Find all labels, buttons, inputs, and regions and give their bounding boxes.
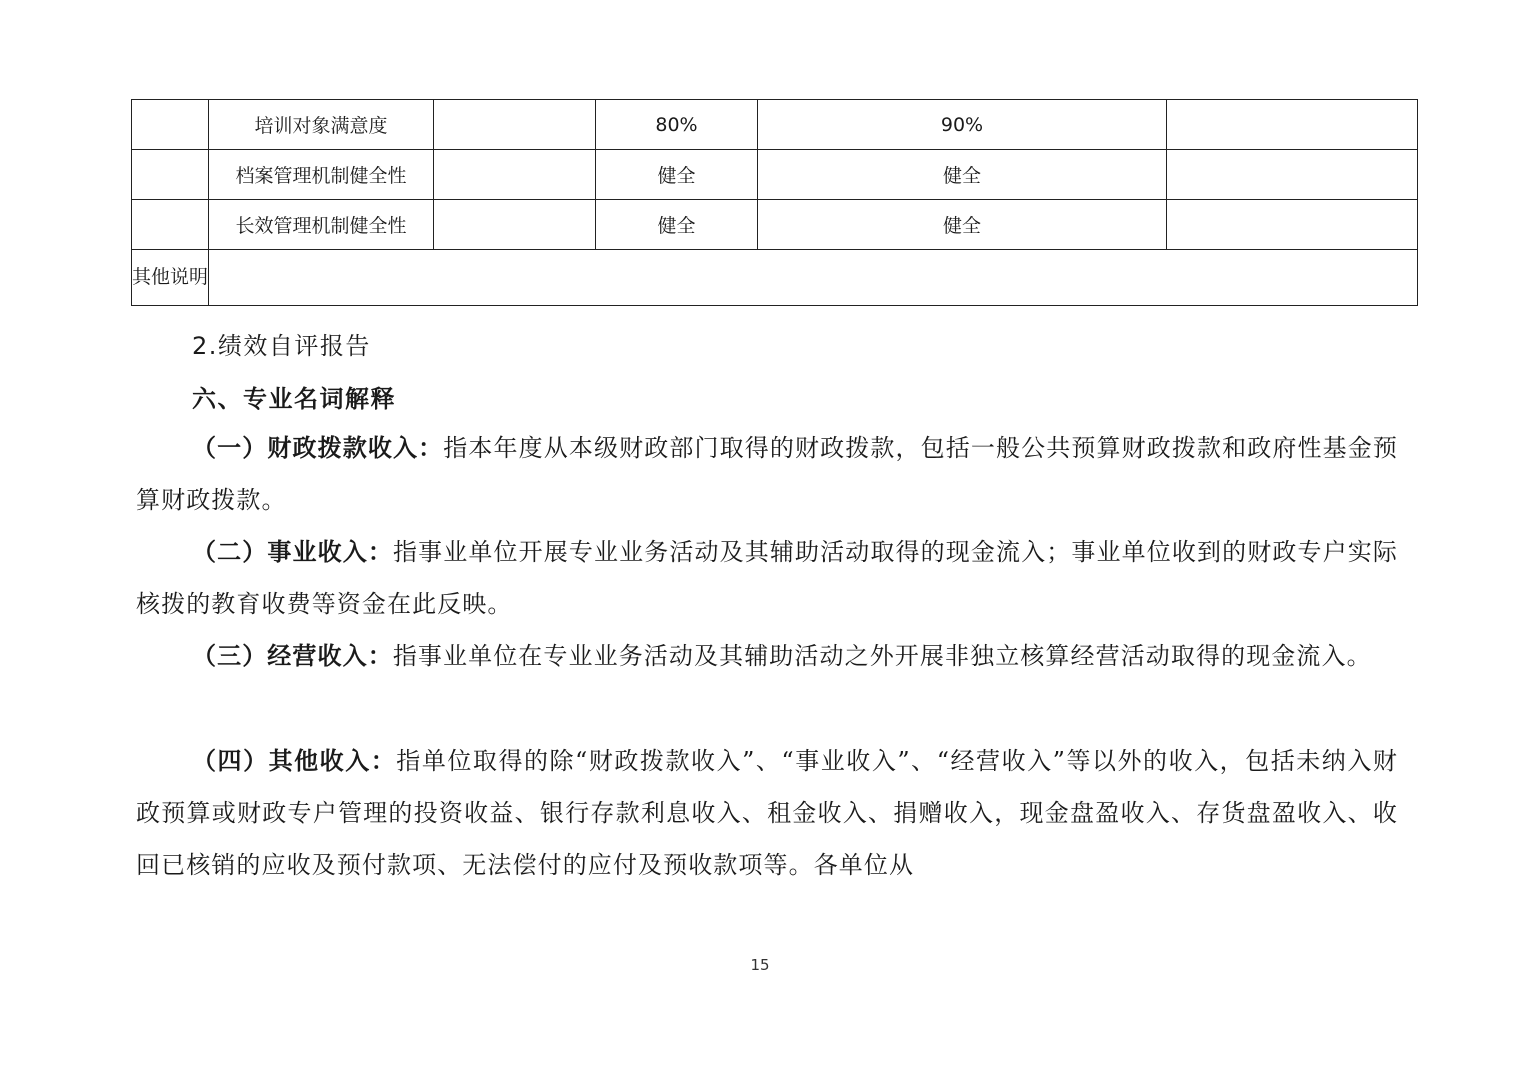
term-definition: 指事业单位开展专业业务活动及其辅助活动取得的现金流入；事业单位收到的财政专户实际核拨的教育收费等资金在此反映。 <box>136 538 1398 618</box>
term-label: （三）经营收入： <box>192 641 393 670</box>
actual-cell: 90% <box>758 100 1167 150</box>
table-cell <box>1167 100 1418 150</box>
table-cell <box>434 150 596 200</box>
target-cell: 80% <box>596 100 758 150</box>
term-paragraph <box>136 422 1398 526</box>
indicator-cell: 长效管理机制健全性 <box>209 200 434 250</box>
indicator-cell: 培训对象满意度 <box>209 100 434 150</box>
table-cell <box>434 100 596 150</box>
table-cell <box>434 200 596 250</box>
term-definition: 指事业单位在专业业务活动及其辅助活动之外开展非独立核算经营活动取得的现金流入。 <box>392 642 1372 670</box>
table-row <box>132 150 1418 200</box>
term-paragraph <box>136 526 1398 630</box>
term-label: （一）财政拨款收入： <box>192 433 444 462</box>
term-paragraph <box>136 735 1398 891</box>
term-paragraph <box>136 630 1398 682</box>
table-row-other <box>132 250 1418 306</box>
table-cell <box>132 200 209 250</box>
term-definition: 指单位取得的除“财政拨款收入”、“事业收入”、“经营收入”等以外的收入，包括未纳入财政预算或财政专户管理的投资收益、银行存款利息收入、租金收入、捐赠收入，现金盘盈收入、存货盘盈收入、收回已核销的应收及预付款项、无法偿付的应付及预收款项等。各单位从 <box>136 747 1398 879</box>
actual-cell: 健全 <box>758 200 1167 250</box>
table-row <box>132 200 1418 250</box>
performance-table <box>131 99 1418 306</box>
term-label: （二）事业收入： <box>192 537 394 566</box>
term-definition: 指本年度从本级财政部门取得的财政拨款，包括一般公共预算财政拨款和政府性基金预算财政拨款。 <box>136 434 1399 514</box>
actual-cell: 健全 <box>758 150 1167 200</box>
other-notes-label: 其他说明 <box>132 250 209 306</box>
table-row <box>132 100 1418 150</box>
page-number: 15 <box>750 956 770 974</box>
section-6-heading: 六、专业名词解释 <box>192 384 396 413</box>
term-label: （四）其他收入： <box>192 746 397 775</box>
table-cell <box>132 100 209 150</box>
table-cell <box>1167 200 1418 250</box>
target-cell: 健全 <box>596 200 758 250</box>
table-cell <box>1167 150 1418 200</box>
indicator-cell: 档案管理机制健全性 <box>209 150 434 200</box>
section-2-heading: 2.绩效自评报告 <box>192 332 371 360</box>
table-cell <box>132 150 209 200</box>
target-cell: 健全 <box>596 150 758 200</box>
other-notes-cell <box>209 250 1418 306</box>
